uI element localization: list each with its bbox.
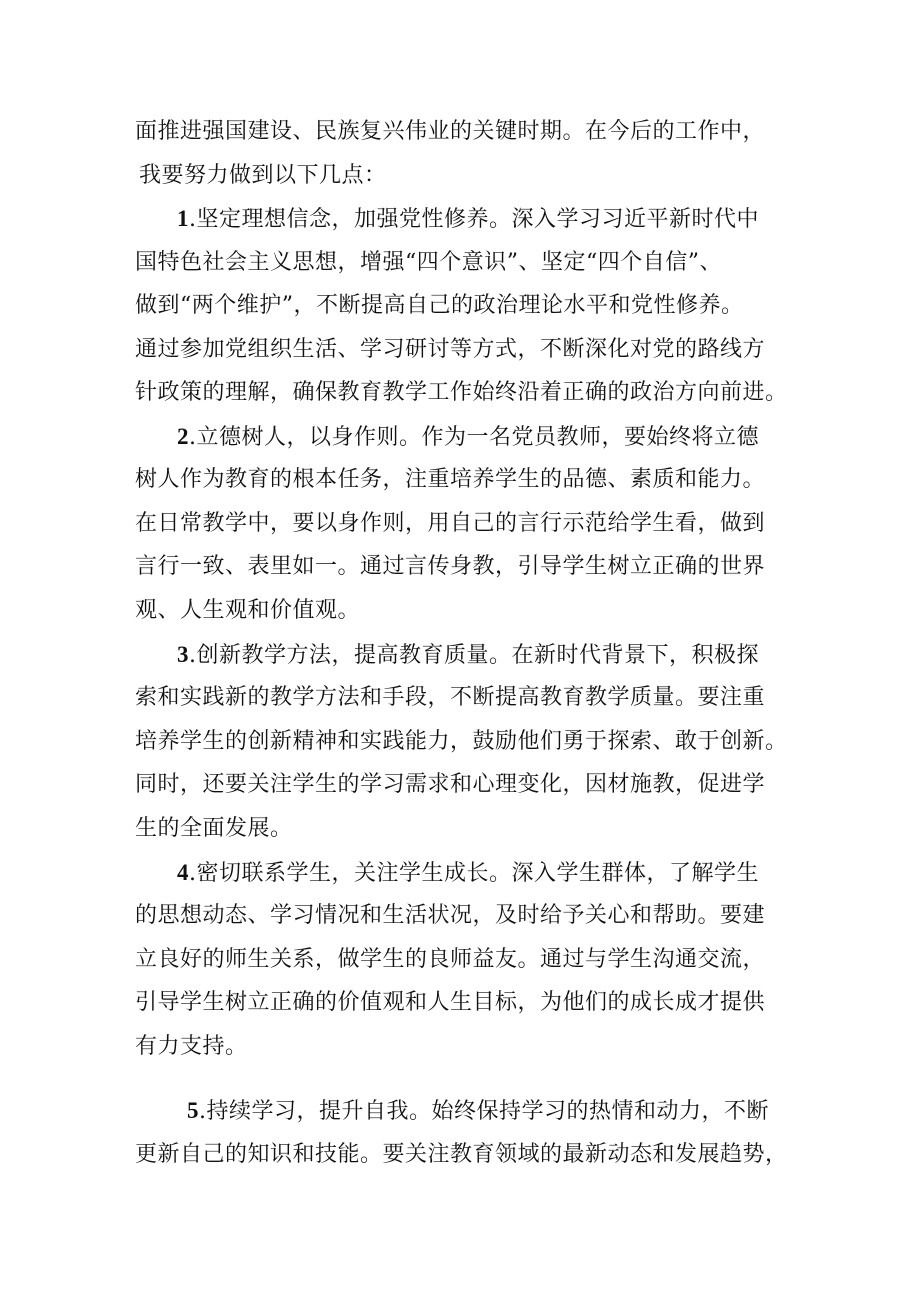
point-number: 5 bbox=[187, 1098, 199, 1123]
intro-line: 我要努力做到以下几点： bbox=[139, 163, 387, 188]
point-3-line: 3.创新教学方法，提高教育质量。在新时代背景下，积极探 bbox=[177, 642, 759, 668]
point-1-line: 1.坚定理想信念，加强党性修养。深入学习习近平新时代中 bbox=[177, 206, 759, 232]
point-2-line: 在日常教学中，要以身作则，用自己的言行示范给学生看，做到 bbox=[135, 511, 766, 536]
point-5-line: 5.持续学习，提升自我。始终保持学习的热情和动力，不断 bbox=[187, 1098, 769, 1124]
point-4-line: 4.密切联系学生，关注学生成长。深入学生群体，了解学生 bbox=[177, 860, 759, 886]
point-2-line: 2.立德树人，以身作则。作为一名党员教师，要始终将立德 bbox=[177, 424, 759, 450]
point-2-line: 观、人生观和价值观。 bbox=[135, 598, 361, 623]
point-5-line: 更新自己的知识和技能。要关注教育领域的最新动态和发展趋势， bbox=[135, 1142, 788, 1167]
point-1-line: 国特色社会主义思想，增强“四个意识”、坚定“四个自信”、 bbox=[135, 250, 722, 275]
point-number: 1 bbox=[177, 206, 189, 231]
point-4-line: 有力支持。 bbox=[135, 1034, 248, 1059]
point-2-line: 言行一致、表里如一。通过言传身教，引导学生树立正确的世界 bbox=[135, 554, 766, 579]
point-number: 4 bbox=[177, 860, 189, 885]
point-3-line: 培养学生的创新精神和实践能力，鼓励他们勇于探索、敢于创新。 bbox=[135, 729, 788, 754]
point-3-line: 同时，还要关注学生的学习需求和心理变化，因材施教，促进学 bbox=[135, 772, 766, 797]
intro-line: 面推进强国建设、民族复兴伟业的关键时期。在今后的工作中， bbox=[135, 119, 766, 144]
point-number: 2 bbox=[177, 424, 189, 449]
point-1-line: 通过参加党组织生活、学习研讨等方式，不断深化对党的路线方 bbox=[135, 337, 766, 362]
point-3-line: 生的全面发展。 bbox=[135, 816, 293, 841]
point-4-line: 引导学生树立正确的价值观和人生目标，为他们的成长成才提供 bbox=[135, 990, 766, 1015]
point-1-line: 做到“两个维护”，不断提高自己的政治理论水平和党性修养。 bbox=[135, 293, 744, 318]
point-number: 3 bbox=[177, 642, 189, 667]
point-4-line: 立良好的师生关系，做学生的良师益友。通过与学生沟通交流， bbox=[135, 947, 766, 972]
point-4-line: 的思想动态、学习情况和生活状况，及时给予关心和帮助。要建 bbox=[135, 903, 766, 928]
point-1-line: 针政策的理解，确保教育教学工作始终沿着正确的政治方向前进。 bbox=[135, 380, 788, 405]
point-2-line: 树人作为教育的根本任务，注重培养学生的品德、素质和能力。 bbox=[135, 467, 766, 492]
point-3-line: 索和实践新的教学方法和手段，不断提高教育教学质量。要注重 bbox=[135, 685, 766, 710]
